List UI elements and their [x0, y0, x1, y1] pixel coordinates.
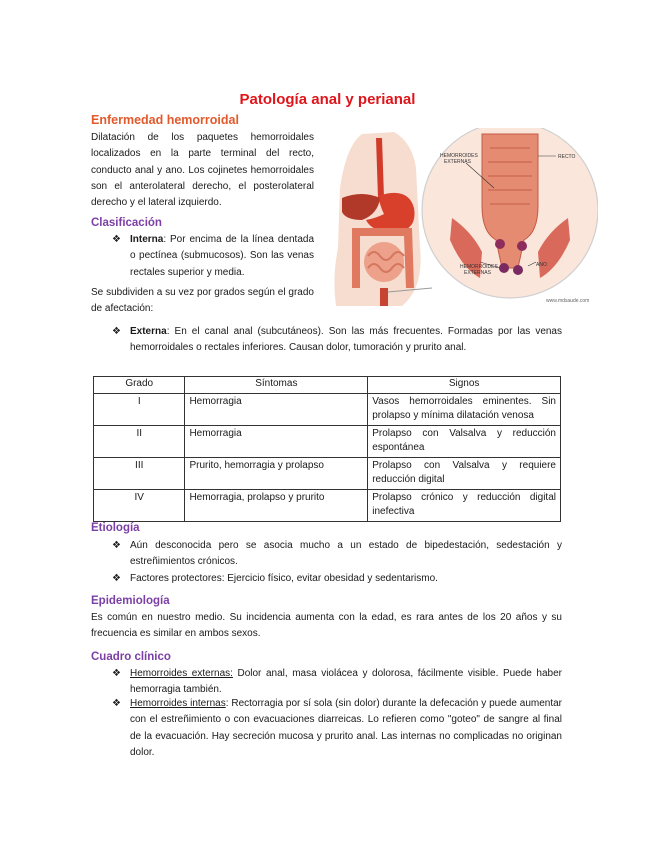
bullet-external-hemorrhoids — [112, 666, 563, 699]
cell-signos: Vasos hemorroidales eminentes. Sin prolapso y mínima dilatación venosa — [368, 393, 561, 425]
externa-term: Externa — [130, 326, 167, 337]
bullet-etiology-2 — [112, 571, 562, 587]
cell-grado: III — [94, 457, 185, 489]
cell-grado: I — [94, 393, 185, 425]
diamond-bullet-icon: ❖ — [112, 234, 121, 245]
interna-term: Interna — [130, 234, 164, 245]
bullet-interna — [112, 232, 314, 281]
table-row — [94, 489, 561, 521]
definition-paragraph: Dilatación de los paquetes hemorroidales localizados en la parte terminal del recto, conducto anal y ano. Los cojinetes hemorroidales son el anterolateral derecho, el posterolateral derecho y el lateral izquierdo. — [91, 132, 314, 209]
heading-epidemiology: Epidemiología — [91, 595, 170, 607]
diamond-bullet-icon: ❖ — [112, 698, 121, 709]
illus-credit: www.mdsaude.com — [546, 298, 590, 304]
header-grado: Grado — [94, 377, 185, 394]
hemorrhoid-nodule — [517, 241, 527, 251]
cell-signos: Prolapso con Valsalva y requiere reducción digital — [368, 457, 561, 489]
bullet-etiology-1 — [112, 538, 562, 571]
bullet-internal-hemorrhoids — [112, 696, 562, 761]
illus-label-top-right: RECTO — [558, 154, 576, 160]
illus-label-bottom-left-1: HEMORROIDES — [460, 264, 498, 270]
heading-clinical: Cuadro clínico — [91, 651, 171, 663]
page-title: Patología anal y perianal — [239, 91, 416, 108]
cell-signos: Prolapso crónico y reducción digital inefectiva — [368, 489, 561, 521]
table-row — [94, 425, 561, 457]
cell-grado: II — [94, 425, 185, 457]
internal-term: Hemorroides internas — [130, 698, 226, 709]
bullet-externa — [112, 324, 562, 357]
hemorrhoid-nodule — [513, 265, 523, 275]
illus-label-bottom-right: ANO — [536, 262, 547, 268]
table-header-row — [94, 377, 561, 394]
cell-signos: Prolapso con Valsalva y reducción espontánea — [368, 425, 561, 457]
grades-intro: Se subdividen a su vez por grados según el grado de afectación: — [91, 287, 314, 315]
header-sintomas: Síntomas — [185, 377, 368, 394]
heading-classification: Clasificación — [91, 217, 162, 229]
external-text: Dolor anal, masa violácea y dolorosa, fácilmente visible. Puede haber hemorragia también. — [130, 668, 563, 696]
cell-sintomas: Hemorragia — [185, 393, 368, 425]
diamond-bullet-icon: ❖ — [112, 540, 121, 551]
cell-grado: IV — [94, 489, 185, 521]
interna-text: : Por encima de la línea dentada o pectínea (submucosos). Son las venas rectales superior y media. — [130, 234, 314, 278]
cell-sintomas: Prurito, hemorragia y prolapso — [185, 457, 368, 489]
table-row — [94, 393, 561, 425]
diamond-bullet-icon: ❖ — [112, 326, 121, 337]
illus-label-top-left-2: EXTERNAS — [444, 159, 471, 165]
anatomy-illustration — [332, 128, 598, 306]
table-row — [94, 457, 561, 489]
internal-text: : Rectorragia por sí sola (sin dolor) durante la defecación y puede aumentar con el estreñimiento o con evacuaciones diarreicas. Lo refieren como "goteo" de sangre al final de la evacuación. Hay secreción mucosa y prurito anal. Las internas no complicadas no originan dolor. — [130, 698, 562, 758]
grades-table — [93, 376, 561, 522]
diamond-bullet-icon: ❖ — [112, 573, 121, 584]
external-term: Hemorroides externas: — [130, 668, 233, 679]
header-signos: Signos — [368, 377, 561, 394]
cell-sintomas: Hemorragia, prolapso y prurito — [185, 489, 368, 521]
etiology-text-2: Factores protectores: Ejercicio físico, evitar obesidad y sedentarismo. — [130, 573, 438, 584]
hemorrhoid-nodule — [499, 263, 509, 273]
illus-label-bottom-left-2: EXTERNAS — [464, 270, 491, 276]
heading-hemorrhoidal-disease: Enfermedad hemorroidal — [91, 113, 239, 127]
cell-sintomas: Hemorragia — [185, 425, 368, 457]
externa-text: : En el canal anal (subcutáneos). Son las más frecuentes. Formadas por las venas hemorroidales o rectales inferiores. Causan dolor, tumoración y prurito anal. — [130, 326, 562, 354]
rectum-small-shape — [380, 288, 388, 306]
small-intestine-shape — [364, 242, 404, 282]
etiology-text-1: Aún desconocida pero se asocia mucho a un estado de bipedestación, sedestación y estreñimientos crónicos. — [130, 540, 562, 568]
epidemiology-paragraph: Es común en nuestro medio. Su incidencia aumenta con la edad, es rara antes de los 20 años y su frecuencia es similar en ambos sexos. — [91, 612, 562, 640]
illus-label-top-left-1: HEMORROIDES — [440, 153, 478, 159]
diamond-bullet-icon: ❖ — [112, 668, 121, 679]
hemorrhoid-nodule — [495, 239, 505, 249]
heading-etiology: Etiología — [91, 522, 140, 534]
